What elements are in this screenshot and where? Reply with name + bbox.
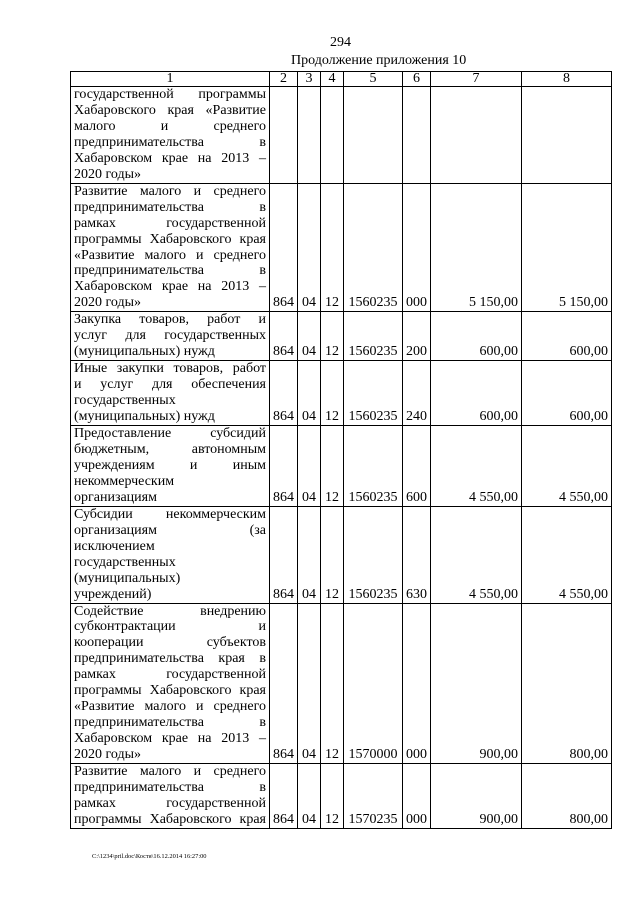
item-name-line: (муниципальных) нужд: [74, 409, 215, 425]
code-cell-col3: 04: [298, 764, 321, 829]
item-name-line: государственных: [74, 554, 176, 570]
table-row: [71, 87, 612, 184]
code-cell-col4: 12: [321, 312, 344, 361]
item-name-line: предпринимательства края в: [74, 651, 266, 667]
amount-cell-col8: 5 150,00: [522, 183, 612, 312]
code-cell-col5: 1560235: [344, 183, 403, 312]
code-cell-col5: 1560235: [344, 506, 403, 603]
item-name-line: (муниципальных) нужд: [74, 344, 215, 360]
table-body: [71, 87, 612, 829]
item-name-line: рамках государственной: [74, 795, 266, 811]
table-row: [71, 603, 612, 764]
column-number-7: 7: [431, 72, 522, 87]
code-cell-col4: [321, 87, 344, 184]
code-cell-col5: [344, 87, 403, 184]
item-name-line: Развитие малого и среднего: [74, 764, 266, 780]
code-cell-col5: 1560235: [344, 312, 403, 361]
code-cell-col4: 12: [321, 361, 344, 426]
item-name-line: рамках государственной: [74, 667, 266, 683]
amount-cell-col7: 900,00: [431, 764, 522, 829]
header-row: [71, 72, 612, 87]
code-cell-col2: 864: [270, 183, 298, 312]
code-cell-col2: [270, 87, 298, 184]
amount-cell-col7: [431, 87, 522, 184]
item-name-cell: [71, 426, 270, 507]
item-name-line: организациям: [74, 489, 157, 505]
code-cell-col2: 864: [270, 361, 298, 426]
column-number-1: 1: [71, 72, 270, 87]
table-row: [71, 764, 612, 829]
item-name-line: и услуг для обеспечения: [74, 377, 266, 393]
item-name-line: бюджетным, автономным: [74, 441, 266, 457]
code-cell-col2: 864: [270, 506, 298, 603]
item-name-line: малого и среднего: [74, 118, 266, 134]
item-name-line: Предоставление субсидий: [74, 426, 266, 442]
item-name-line: Закупка товаров, работ и: [74, 312, 266, 328]
item-name-line: «Развитие малого и среднего: [74, 699, 266, 715]
amount-cell-col8: [522, 87, 612, 184]
item-name-line: субконтрактации и: [74, 619, 266, 635]
item-name-line: предпринимательства в: [74, 779, 266, 795]
item-name-cell: [71, 603, 270, 764]
document-file-path: C:\1234\pril.doc\Костя\16.12.2014 16:27:00: [92, 853, 207, 860]
code-cell-col3: 04: [298, 312, 321, 361]
code-cell-col4: 12: [321, 764, 344, 829]
appendix-continuation-title: Продолжение приложения 10: [291, 53, 467, 68]
item-name-line: учреждениям и иным: [74, 457, 266, 473]
item-name-line: Содействие внедрению: [74, 603, 266, 619]
amount-cell-col7: 5 150,00: [431, 183, 522, 312]
item-name-line: Субсидии некоммерческим: [74, 506, 266, 522]
item-name-cell: [71, 87, 270, 184]
item-name-line: некоммерческим: [74, 473, 175, 489]
item-name-line: услуг для государственных: [74, 328, 266, 344]
item-name-line: исключением: [74, 538, 155, 554]
code-cell-col6: [403, 87, 431, 184]
item-name-line: предпринимательства в: [74, 715, 266, 731]
item-name-line: организациям (за: [74, 522, 266, 538]
column-number-3: 3: [298, 72, 321, 87]
item-name-line: Хабаровского края «Развитие: [74, 102, 266, 118]
amount-cell-col7: 900,00: [431, 603, 522, 764]
item-name-line: государственных: [74, 393, 176, 409]
code-cell-col4: 12: [321, 603, 344, 764]
item-name-line: учреждений): [74, 586, 152, 602]
code-cell-col5: 1560235: [344, 361, 403, 426]
item-name-cell: [71, 183, 270, 312]
code-cell-col6: 000: [403, 764, 431, 829]
amount-cell-col8: 800,00: [522, 764, 612, 829]
item-name-cell: [71, 764, 270, 829]
item-name-line: предпринимательства в: [74, 263, 266, 279]
code-cell-col6: 600: [403, 426, 431, 507]
item-name-line: «Развитие малого и среднего: [74, 247, 266, 263]
column-number-2: 2: [270, 72, 298, 87]
code-cell-col5: 1560235: [344, 426, 403, 507]
item-name-line: программы Хабаровского края: [74, 811, 266, 827]
table-row: [71, 312, 612, 361]
item-name-line: рамках государственной: [74, 215, 266, 231]
code-cell-col3: 04: [298, 183, 321, 312]
code-cell-col4: 12: [321, 506, 344, 603]
code-cell-col3: 04: [298, 603, 321, 764]
amount-cell-col8: 600,00: [522, 361, 612, 426]
code-cell-col3: [298, 87, 321, 184]
code-cell-col2: 864: [270, 312, 298, 361]
code-cell-col3: 04: [298, 426, 321, 507]
item-name-line: Хабаровском крае на 2013 –: [74, 731, 266, 747]
column-number-6: 6: [403, 72, 431, 87]
amount-cell-col8: 600,00: [522, 312, 612, 361]
code-cell-col5: 1570235: [344, 764, 403, 829]
item-name-line: 2020 годы»: [74, 166, 142, 182]
item-name-line: предпринимательства в: [74, 134, 266, 150]
column-number-5: 5: [344, 72, 403, 87]
code-cell-col3: 04: [298, 361, 321, 426]
code-cell-col6: 000: [403, 183, 431, 312]
item-name-line: Иные закупки товаров, работ: [74, 361, 266, 377]
code-cell-col4: 12: [321, 426, 344, 507]
table-row: [71, 361, 612, 426]
code-cell-col2: 864: [270, 426, 298, 507]
item-name-cell: [71, 361, 270, 426]
code-cell-col6: 240: [403, 361, 431, 426]
budget-table: [70, 71, 612, 829]
page-number: 294: [330, 35, 351, 50]
code-cell-col2: 864: [270, 764, 298, 829]
code-cell-col3: 04: [298, 506, 321, 603]
item-name-line: программы Хабаровского края: [74, 683, 266, 699]
amount-cell-col8: 4 550,00: [522, 426, 612, 507]
column-number-8: 8: [522, 72, 612, 87]
code-cell-col5: 1570000: [344, 603, 403, 764]
code-cell-col2: 864: [270, 603, 298, 764]
item-name-line: Хабаровском крае на 2013 –: [74, 150, 266, 166]
amount-cell-col7: 4 550,00: [431, 506, 522, 603]
table-row: [71, 183, 612, 312]
item-name-cell: [71, 312, 270, 361]
table-row: [71, 506, 612, 603]
item-name-line: 2020 годы»: [74, 295, 142, 311]
item-name-line: Развитие малого и среднего: [74, 183, 266, 199]
code-cell-col4: 12: [321, 183, 344, 312]
code-cell-col6: 630: [403, 506, 431, 603]
amount-cell-col7: 600,00: [431, 361, 522, 426]
amount-cell-col8: 800,00: [522, 603, 612, 764]
item-name-line: предпринимательства в: [74, 199, 266, 215]
item-name-line: Хабаровском крае на 2013 –: [74, 279, 266, 295]
amount-cell-col7: 4 550,00: [431, 426, 522, 507]
column-number-4: 4: [321, 72, 344, 87]
amount-cell-col7: 600,00: [431, 312, 522, 361]
code-cell-col6: 000: [403, 603, 431, 764]
amount-cell-col8: 4 550,00: [522, 506, 612, 603]
item-name-line: кооперации субъектов: [74, 635, 266, 651]
table-row: [71, 426, 612, 507]
item-name-line: (муниципальных): [74, 570, 181, 586]
item-name-line: 2020 годы»: [74, 747, 142, 763]
item-name-line: программы Хабаровского края: [74, 231, 266, 247]
item-name-cell: [71, 506, 270, 603]
item-name-line: государственной программы: [74, 87, 266, 102]
code-cell-col6: 200: [403, 312, 431, 361]
